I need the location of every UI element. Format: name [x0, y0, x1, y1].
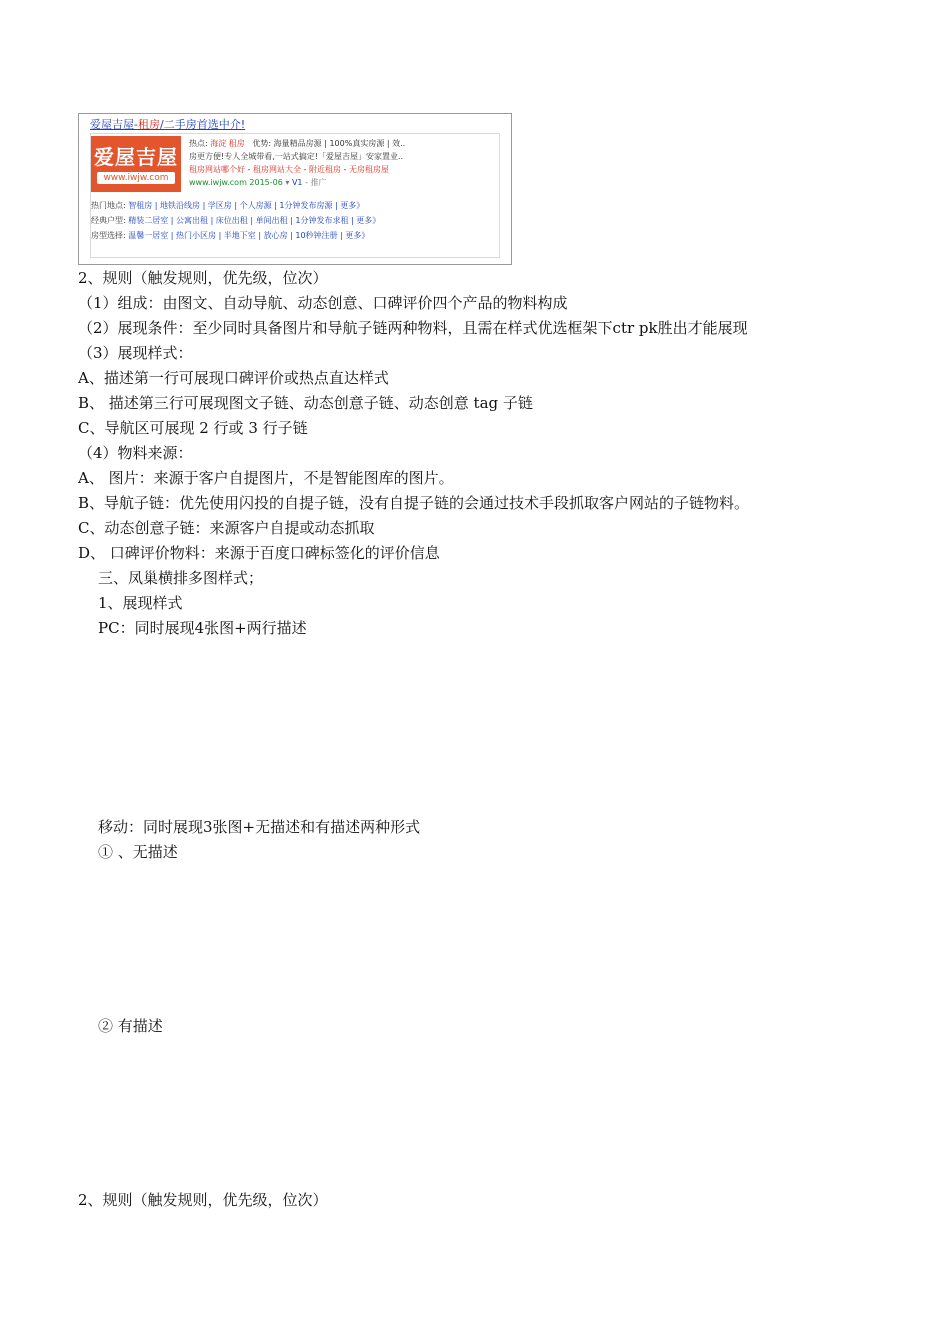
chevron-down-icon[interactable]: ▾ — [285, 178, 290, 187]
ad-hot-link[interactable]: 海淀 — [210, 139, 227, 148]
list-item-a: A、 图片：来源于客户自提图片，不是智能图库的图片。 — [78, 469, 454, 487]
section-heading-multi-image: 三、凤巢横排多图样式； — [98, 569, 264, 587]
ad-sublink[interactable]: 租房网站哪个好 — [189, 165, 245, 174]
ad-desc-line: 房更方便!专人全城带看,一站式搞定!「爱屋吉屋」安家置业.. — [189, 152, 404, 161]
ad-sublink[interactable]: 无房租房屋 — [348, 165, 389, 174]
v1-badge[interactable]: V1 — [291, 178, 303, 187]
list-item-b: B、 描述第三行可展现图文子链、动态创意子链、动态创意 tag 子链 — [78, 394, 533, 412]
ad-title-keyword: 租房 — [137, 118, 160, 131]
list-item-with-desc: ② 有描述 — [98, 1017, 163, 1035]
ad-nav-row — [91, 215, 380, 226]
section-heading-rules: 2、规则（触发规则，优先级，位次） — [78, 269, 328, 287]
ad-sublink[interactable]: 租房网站大全 — [252, 165, 301, 174]
section-heading-rules: 2、规则（触发规则，优先级，位次） — [78, 1191, 328, 1209]
ad-nav-label: 热门地点: — [91, 201, 126, 210]
ad-title-link[interactable] — [90, 116, 245, 132]
ad-hot-link[interactable]: 租房 — [228, 139, 245, 148]
ad-nav-row — [91, 200, 364, 211]
ad-nav-label: 房型选择: — [91, 231, 126, 240]
paragraph-display-condition: （2）展现条件：至少同时具备图片和导航子链两种物料，且需在样式优选框架下ctr pk胜出才能展现 — [78, 319, 748, 337]
ad-screenshot — [78, 113, 512, 265]
ad-logo-url: www.iwjw.com — [97, 172, 175, 184]
list-item-b: B、导航子链：优先使用闪投的自提子链，没有自提子链的会通过技术手段抓取客户网站的子链物料。 — [78, 494, 750, 512]
list-item-a: A、描述第一行可展现口碑评价或热点直达样式 — [78, 369, 389, 387]
ad-logo-image[interactable] — [91, 136, 181, 192]
subheading-display-style: 1、展现样式 — [98, 594, 183, 612]
ad-nav-links[interactable]: 智租房 | 地铁沿线房 | 学区房 | 个人房源 | 1分钟发布房源 | 更多》 — [128, 201, 365, 210]
ad-advantage: 优势: 海量精品房源 | 100%真实房源 | 效.. — [252, 139, 406, 148]
ad-logo-text: 爱屋吉屋 — [94, 145, 178, 169]
list-item-no-desc: ① 、无描述 — [98, 843, 178, 861]
ad-title-part: 爱屋吉屋- — [90, 118, 138, 131]
paragraph-mobile: 移动：同时展现3张图+无描述和有描述两种形式 — [98, 818, 421, 836]
ad-hot-label: 热点: — [189, 139, 208, 148]
list-item-c: C、动态创意子链：来源客户自提或动态抓取 — [78, 519, 375, 537]
ad-nav-links[interactable]: 精装二居室 | 公寓出租 | 床位出租 | 单间出租 | 1分钟发布求租 | 更多》 — [128, 216, 381, 225]
list-item-c: C、导航区可展现 2 行或 3 行子链 — [78, 419, 308, 437]
ad-site-row — [189, 177, 327, 188]
ad-nav-row — [91, 230, 369, 241]
ad-sublinks-row: 租房网站哪个好 - 租房网站大全 - 附近租房 - 无房租房屋 — [189, 165, 389, 174]
paragraph-pc: PC：同时展现4张图+两行描述 — [98, 619, 307, 637]
paragraph-display-style: （3）展现样式： — [78, 344, 193, 362]
ad-site-url[interactable]: www.iwjw.com 2015-06 — [189, 178, 283, 187]
ad-promo-label: - 推广 — [305, 178, 327, 187]
list-item-d: D、 口碑评价物料：来源于百度口碑标签化的评价信息 — [78, 544, 440, 562]
paragraph-composition: （1）组成：由图文、自动导航、动态创意、口碑评价四个产品的物料构成 — [78, 294, 568, 312]
ad-hot-row — [189, 138, 405, 149]
paragraph-material-source: （4）物料来源： — [78, 444, 193, 462]
ad-sublink[interactable]: 附近租房 — [308, 165, 341, 174]
ad-nav-label: 经典户型: — [91, 216, 126, 225]
ad-title-part: /二手房首选中介! — [159, 118, 246, 131]
ad-nav-links[interactable]: 温馨一居室 | 热门小区房 | 半地下室 | 放心房 | 10秒钟注册 | 更多》 — [128, 231, 370, 240]
ad-body — [90, 133, 500, 258]
